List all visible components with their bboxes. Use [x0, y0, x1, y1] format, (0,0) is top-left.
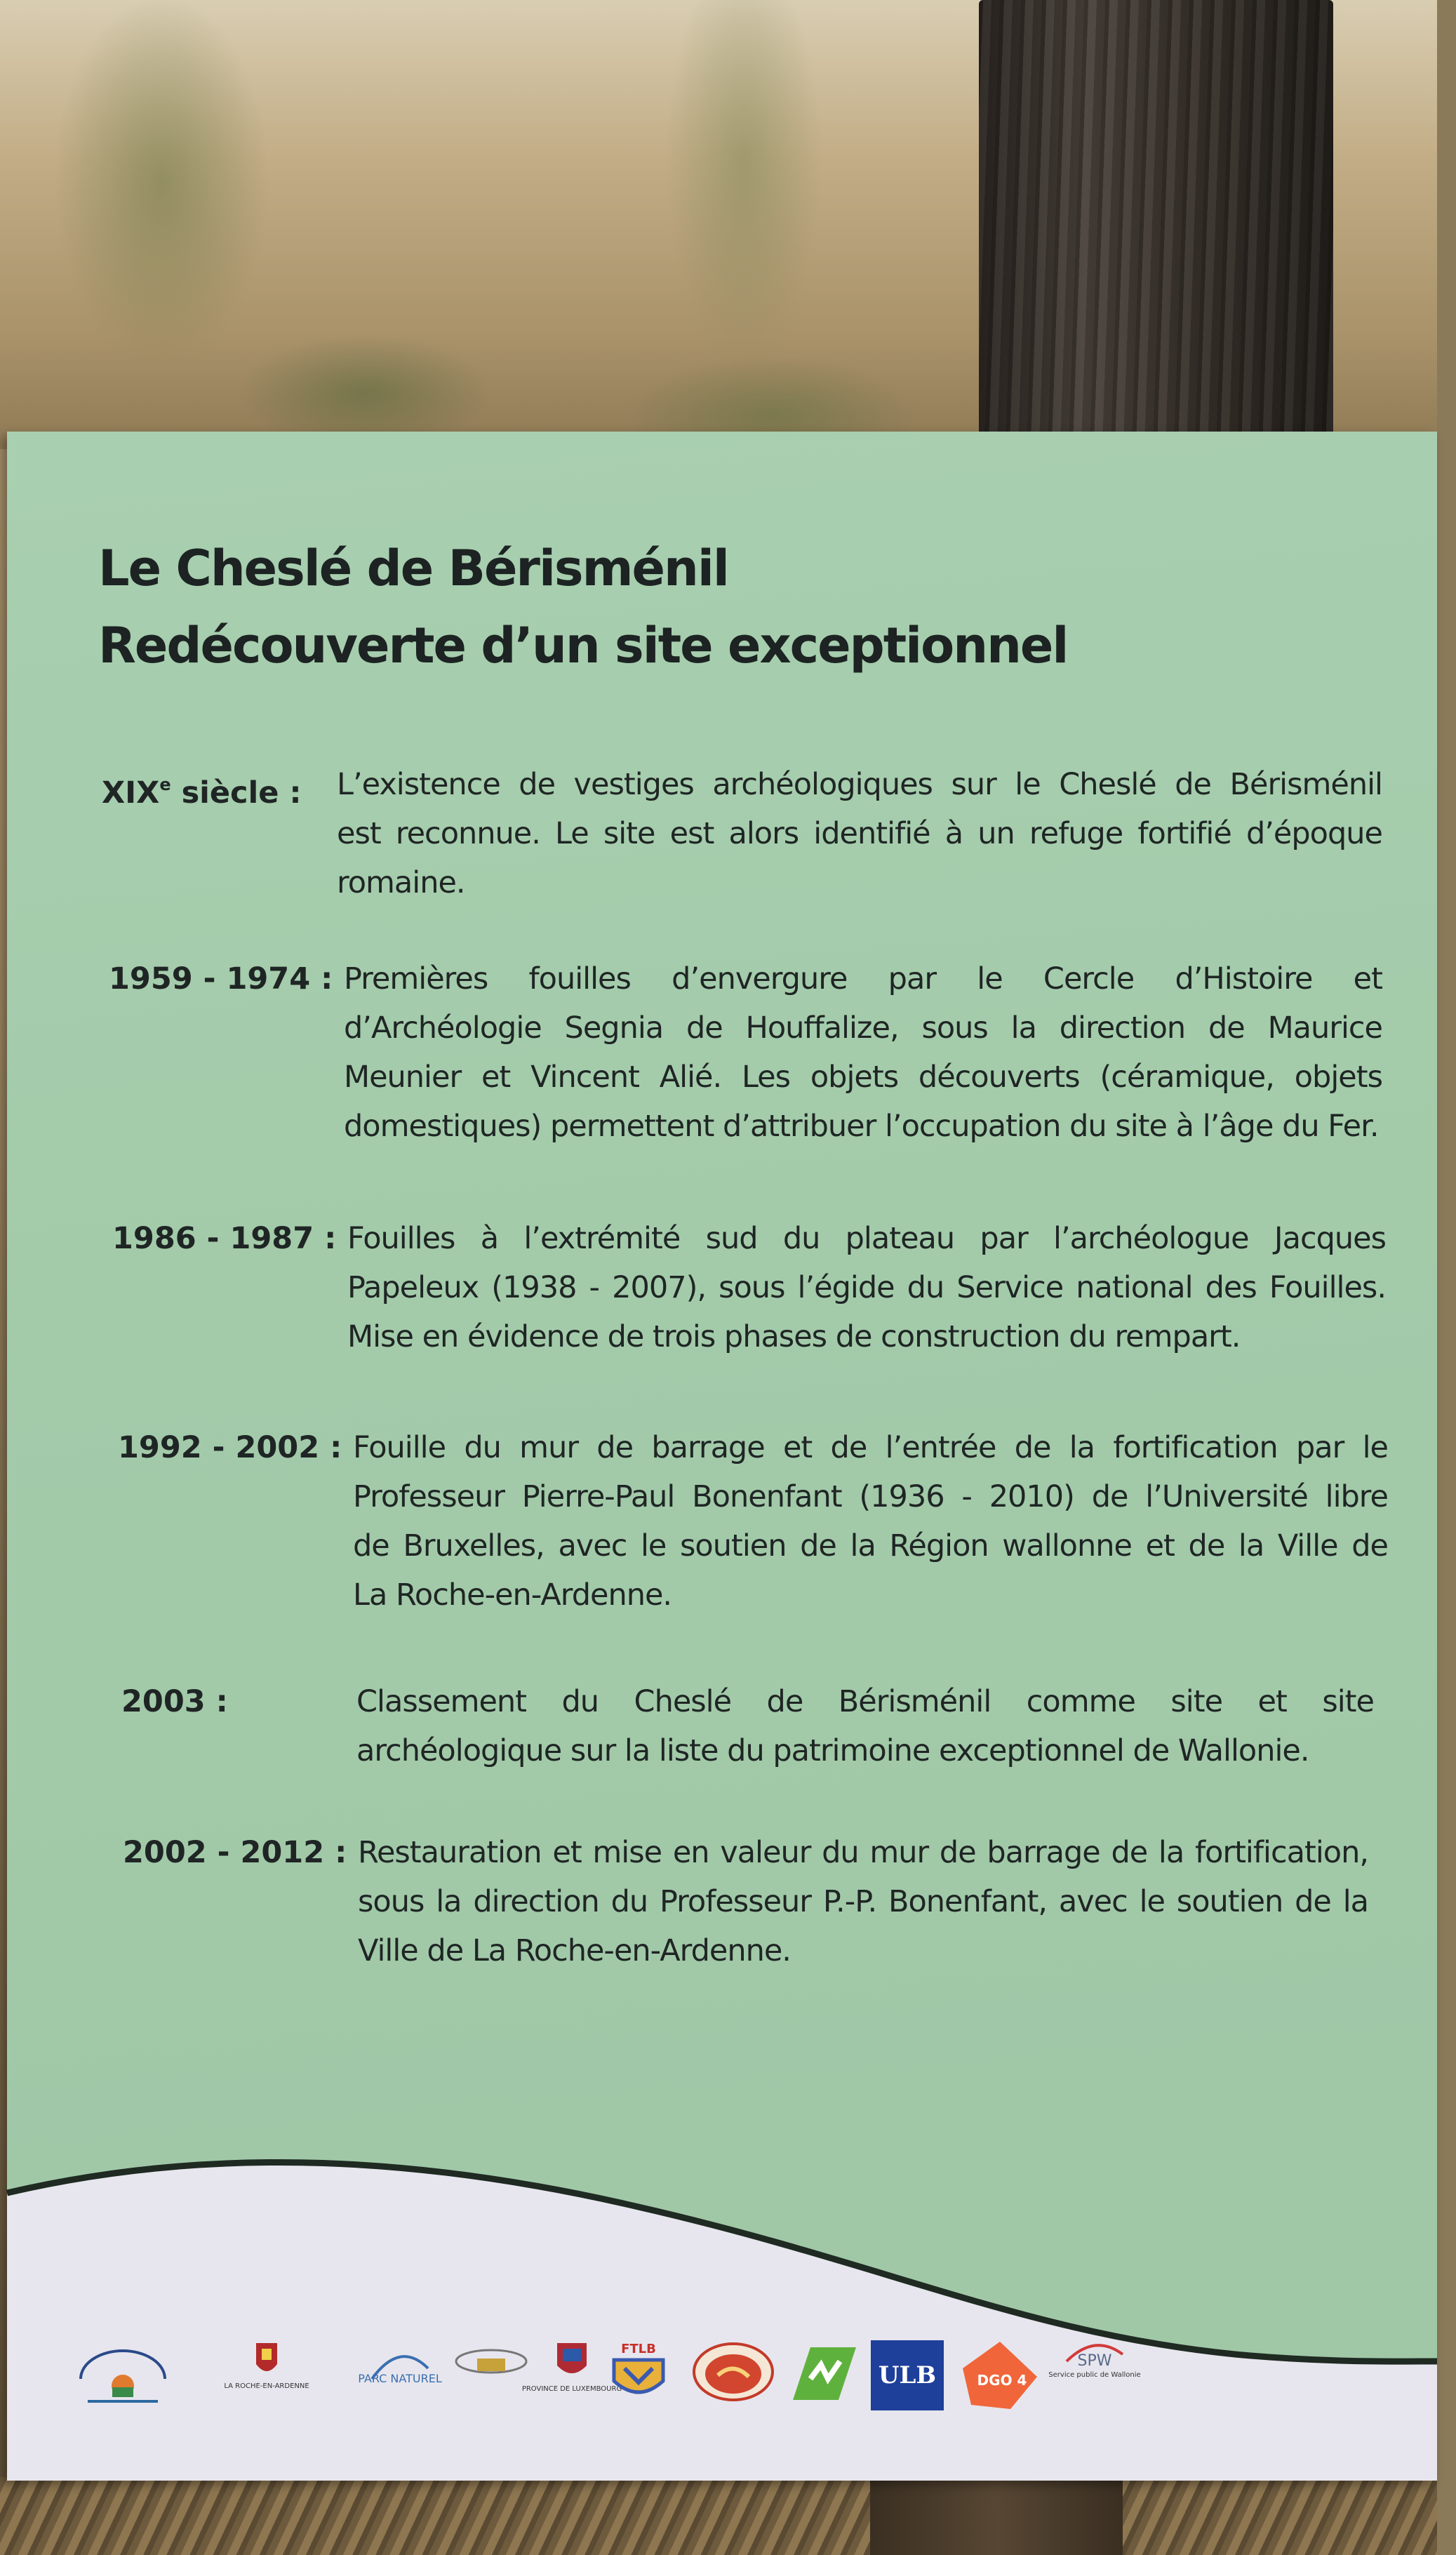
sponsor-logos — [70, 2340, 1403, 2446]
province-luxembourg-logo: PROVINCE DE LUXEMBOURG — [533, 2340, 610, 2393]
parc-naturel-logo — [358, 2340, 442, 2389]
timeline-date: 2003 : — [121, 1684, 228, 1719]
dgo4-logo — [958, 2340, 1042, 2410]
ground — [0, 2477, 1437, 2555]
la-roche-crest-logo: LA ROCHE-EN-ARDENNE — [214, 2340, 319, 2390]
regional-logo — [449, 2340, 533, 2382]
green-w-logo — [782, 2340, 867, 2403]
svg-text:PARC NATUREL: PARC NATUREL — [358, 2372, 442, 2385]
timeline-date: 1986 - 1987 : — [112, 1221, 337, 1256]
svg-text:DGO 4: DGO 4 — [977, 2372, 1027, 2389]
sign-title — [98, 530, 1067, 684]
spw-logo: SPW Service public de Wallonie — [1053, 2340, 1137, 2379]
ulb-logo: ULB — [869, 2340, 946, 2410]
timeline-text: Restauration et mise en valeur du mur de barrage de la fortification, sous la direction du Professeur P.-P. Bonenfant, avec le soutien de la Ville de La Roche-en-Ardenne. — [358, 1835, 1368, 1968]
timeline-text: Premières fouilles d’envergure par le Cercle d’Histoire et d’Archéologie Segnia de Houffalize, sous la direction de Maurice Meunier et Vincent Alié. Les objets découverts (céramique, objets domestiques) permettent d’attribuer l’occupation du site à l’âge du Fer. — [344, 961, 1382, 1144]
timeline-text: Fouilles à l’extrémité sud du plateau par l’archéologue Jacques Papeleux (1938 - 2007), sous l’égide du Service national des Fouilles. Mise en évidence de trois phases de construction du rempart. — [347, 1221, 1386, 1354]
timeline-date: 1992 - 2002 : — [118, 1430, 342, 1465]
timeline-date: XIXe siècle : — [102, 775, 302, 810]
timeline-text: Fouille du mur de barrage et de l’entrée de la fortification par le Professeur Pierre-Paul Bonenfant (1936 - 2010) de l’Université libre de Bruxelles, avec le soutien de la Région wallonne et de la Ville de La Roche-en-Ardenne. — [353, 1430, 1388, 1613]
maison-tourisme-logo — [70, 2340, 175, 2417]
timeline-text: Classement du Cheslé de Bérisménil comme site et site archéologique sur la liste du patrimoine exceptionnel de Wallonie. — [356, 1684, 1374, 1768]
svg-text:FTLB: FTLB — [621, 2342, 656, 2356]
svg-text:SPW: SPW — [1077, 2352, 1112, 2370]
info-sign — [7, 432, 1437, 2481]
sign-title-line-1: Le Cheslé de Bérisménil — [98, 540, 728, 597]
timeline-date: 2002 - 2012 : — [123, 1835, 347, 1870]
round-emblem-logo — [684, 2340, 782, 2403]
tree-trunk — [979, 0, 1333, 449]
ftlb-logo — [600, 2340, 677, 2403]
timeline-text: L’existence de vestiges archéologiques sur le Cheslé de Bérisménil est reconnue. Le site est alors identifié à un refuge fortifié d’époque romaine. — [337, 767, 1382, 900]
sign-title-line-2: Redécouverte d’un site exceptionnel — [98, 617, 1068, 674]
timeline-date: 1959 - 1974 : — [109, 961, 333, 996]
